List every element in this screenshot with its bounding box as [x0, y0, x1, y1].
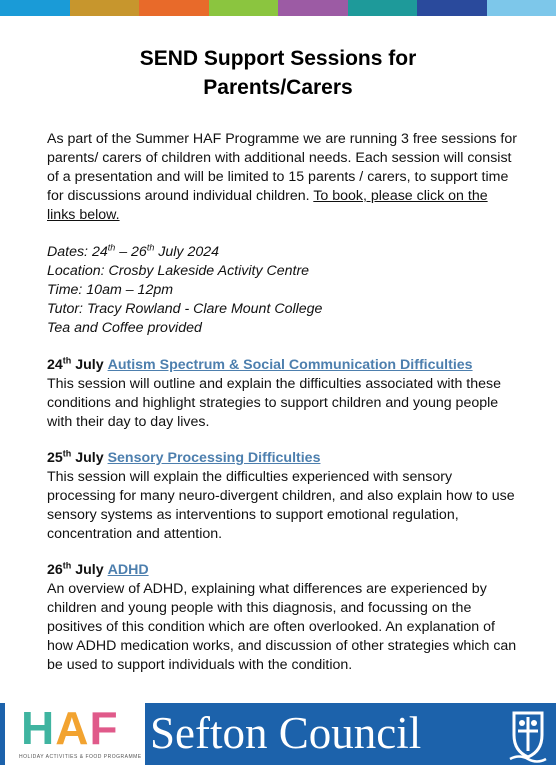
council-crest-icon: [500, 703, 556, 765]
session-month: July: [71, 562, 104, 578]
dates-sup: th: [146, 242, 155, 253]
session-month: July: [71, 357, 104, 373]
session-day-sup: th: [62, 355, 72, 366]
color-bar-segment: [417, 0, 487, 16]
location-line: Location: Crosby Lakeside Activity Centre: [47, 263, 310, 279]
session-day: 25: [47, 450, 63, 466]
session-day: 26: [47, 562, 63, 578]
haf-tagline: HOLIDAY ACTIVITIES & FOOD PROGRAMME: [19, 754, 142, 760]
color-bar-segment: [278, 0, 348, 16]
color-bar-segment: [0, 0, 70, 16]
session-month: July: [71, 450, 104, 466]
session-1-heading: [47, 356, 517, 375]
color-bar-segment: [348, 0, 418, 16]
time-line: Time: 10am – 12pm: [47, 282, 174, 298]
session-1-description: This session will outline and explain the difficulties associated with these conditions and highlight strategies to support children and young people with their day to day lives.: [47, 376, 501, 430]
session-3-heading: [47, 561, 517, 580]
sensory-session-link[interactable]: Sensory Processing Difficulties: [107, 450, 321, 466]
color-bar-segment: [70, 0, 140, 16]
dates-start: Dates: 24: [47, 244, 108, 260]
autism-session-link[interactable]: Autism Spectrum & Social Communication Difficulties: [107, 357, 473, 373]
color-bar-segment: [209, 0, 279, 16]
title-line-1: SEND Support Sessions for: [139, 47, 417, 70]
intro-paragraph: [47, 130, 517, 225]
footer-banner: [0, 700, 556, 769]
haf-letter: H: [21, 702, 56, 754]
booking-instruction: To book, please click on the links below.: [47, 188, 488, 223]
session-2-description: This session will explain the difficulties experienced with sensory processing for many neuro-divergent children, and also explain how to use sensory systems as interventions to support emotional regulation, concentration and attention.: [47, 469, 515, 542]
adhd-session-link[interactable]: ADHD: [107, 562, 149, 578]
dates-sup: th: [107, 242, 116, 253]
haf-letter: F: [89, 702, 119, 754]
session-day: 24: [47, 357, 63, 373]
intro-text: As part of the Summer HAF Programme we are running 3 free sessions for parents/ carers of children with additional needs. Each session will consist of a presentation and will be limited to 15 parents / carers, to support time for discussions around individual children.: [47, 131, 517, 204]
page-title: [0, 44, 556, 102]
title-line-2: Parents/Carers: [203, 76, 353, 99]
session-details: [47, 243, 517, 338]
refreshments-line: Tea and Coffee provided: [47, 320, 202, 336]
session-3-description: An overview of ADHD, explaining what differences are experienced by children and young people with this diagnosis, and focussing on the positives of this condition which are often overlooked. An explanation of how ADHD medication works, and discussion of other strategies which can be used to support individuals with the condition.: [47, 581, 517, 673]
session-2-heading: [47, 449, 517, 468]
decorative-color-bar: [0, 0, 556, 16]
haf-letter: A: [55, 702, 90, 754]
haf-logo-letters: [21, 702, 119, 754]
color-bar-segment: [139, 0, 209, 16]
session-3: [47, 561, 517, 675]
haf-logo: [5, 700, 145, 769]
council-name: Sefton Council: [150, 708, 422, 758]
session-day-sup: th: [62, 448, 72, 459]
tutor-line: Tutor: Tracy Rowland - Clare Mount College: [47, 301, 323, 317]
dates-mid: – 26: [115, 244, 147, 260]
session-day-sup: th: [62, 560, 72, 571]
color-bar-segment: [487, 0, 556, 16]
session-1: [47, 356, 517, 432]
session-2: [47, 449, 517, 544]
dates-line: [47, 243, 517, 262]
dates-end: July 2024: [154, 244, 220, 260]
